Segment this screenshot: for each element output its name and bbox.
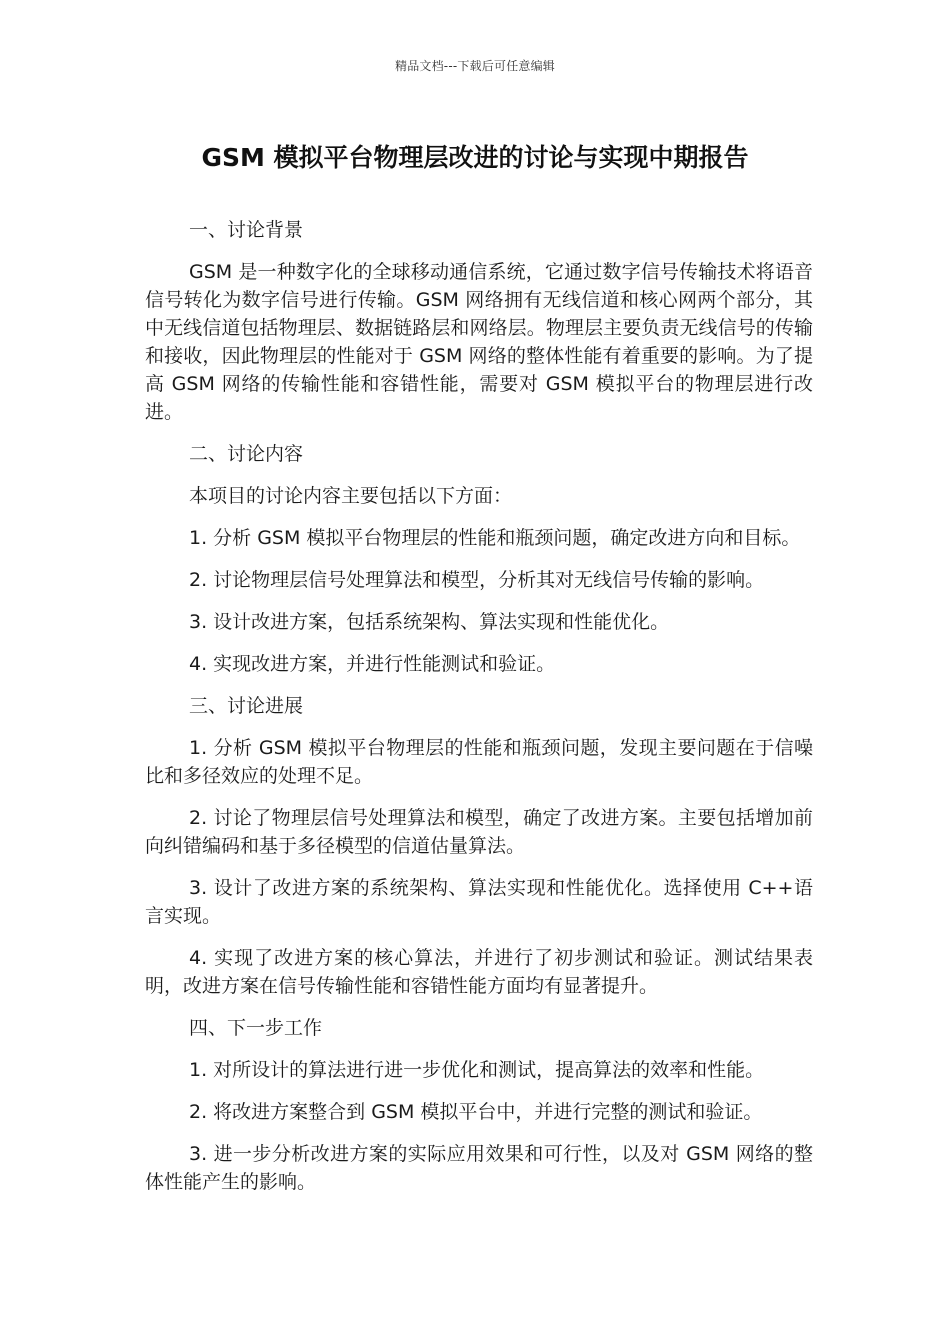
header-note: 精品文档---下载后可任意编辑: [395, 59, 555, 73]
document-body: [145, 216, 813, 1210]
page-title: GSM 模拟平台物理层改进的讨论与实现中期报告: [201, 143, 749, 172]
section-heading-background: 一、讨论背景: [189, 219, 304, 241]
list-item: 4. 实现改进方案，并进行性能测试和验证。: [189, 653, 556, 675]
list-item: 3. 进一步分析改进方案的实际应用效果和可行性，以及对 GSM 网络的整体性能产生的影响。: [145, 1143, 813, 1193]
section-heading-content: 二、讨论内容: [189, 443, 304, 465]
list-item: 1. 分析 GSM 模拟平台物理层的性能和瓶颈问题，发现主要问题在于信噪比和多径效应的处理不足。: [145, 737, 813, 787]
list-item: 2. 将改进方案整合到 GSM 模拟平台中，并进行完整的测试和验证。: [189, 1101, 763, 1123]
section-heading-next-steps: 四、下一步工作: [189, 1017, 323, 1039]
list-item: 1. 对所设计的算法进行进一步优化和测试，提高算法的效率和性能。: [189, 1059, 765, 1081]
paragraph: GSM 是一种数字化的全球移动通信系统，它通过数字信号传输技术将语音信号转化为数字信号进行传输。GSM 网络拥有无线信道和核心网两个部分，其中无线信道包括物理层、数据链路层和网络层。物理层主要负责无线信号的传输和接收，因此物理层的性能对于 GSM 网络的整体性能有着重要的影响。为了提高 GSM 网络的传输性能和容错性能，需要对 GSM 模拟平台的物理层进行改进。: [145, 261, 813, 423]
list-item: 2. 讨论物理层信号处理算法和模型，分析其对无线信号传输的影响。: [189, 569, 765, 591]
section-heading-progress: 三、讨论进展: [189, 695, 304, 717]
list-item: 2. 讨论了物理层信号处理算法和模型，确定了改进方案。主要包括增加前向纠错编码和基于多径模型的信道估量算法。: [145, 807, 813, 857]
list-item: 1. 分析 GSM 模拟平台物理层的性能和瓶颈问题，确定改进方向和目标。: [189, 527, 801, 549]
list-item: 4. 实现了改进方案的核心算法，并进行了初步测试和验证。测试结果表明，改进方案在信号传输性能和容错性能方面均有显著提升。: [145, 947, 813, 997]
paragraph: 本项目的讨论内容主要包括以下方面：: [189, 485, 513, 507]
list-item: 3. 设计改进方案，包括系统架构、算法实现和性能优化。: [189, 611, 670, 633]
list-item: 3. 设计了改进方案的系统架构、算法实现和性能优化。选择使用 C++语言实现。: [145, 877, 813, 927]
